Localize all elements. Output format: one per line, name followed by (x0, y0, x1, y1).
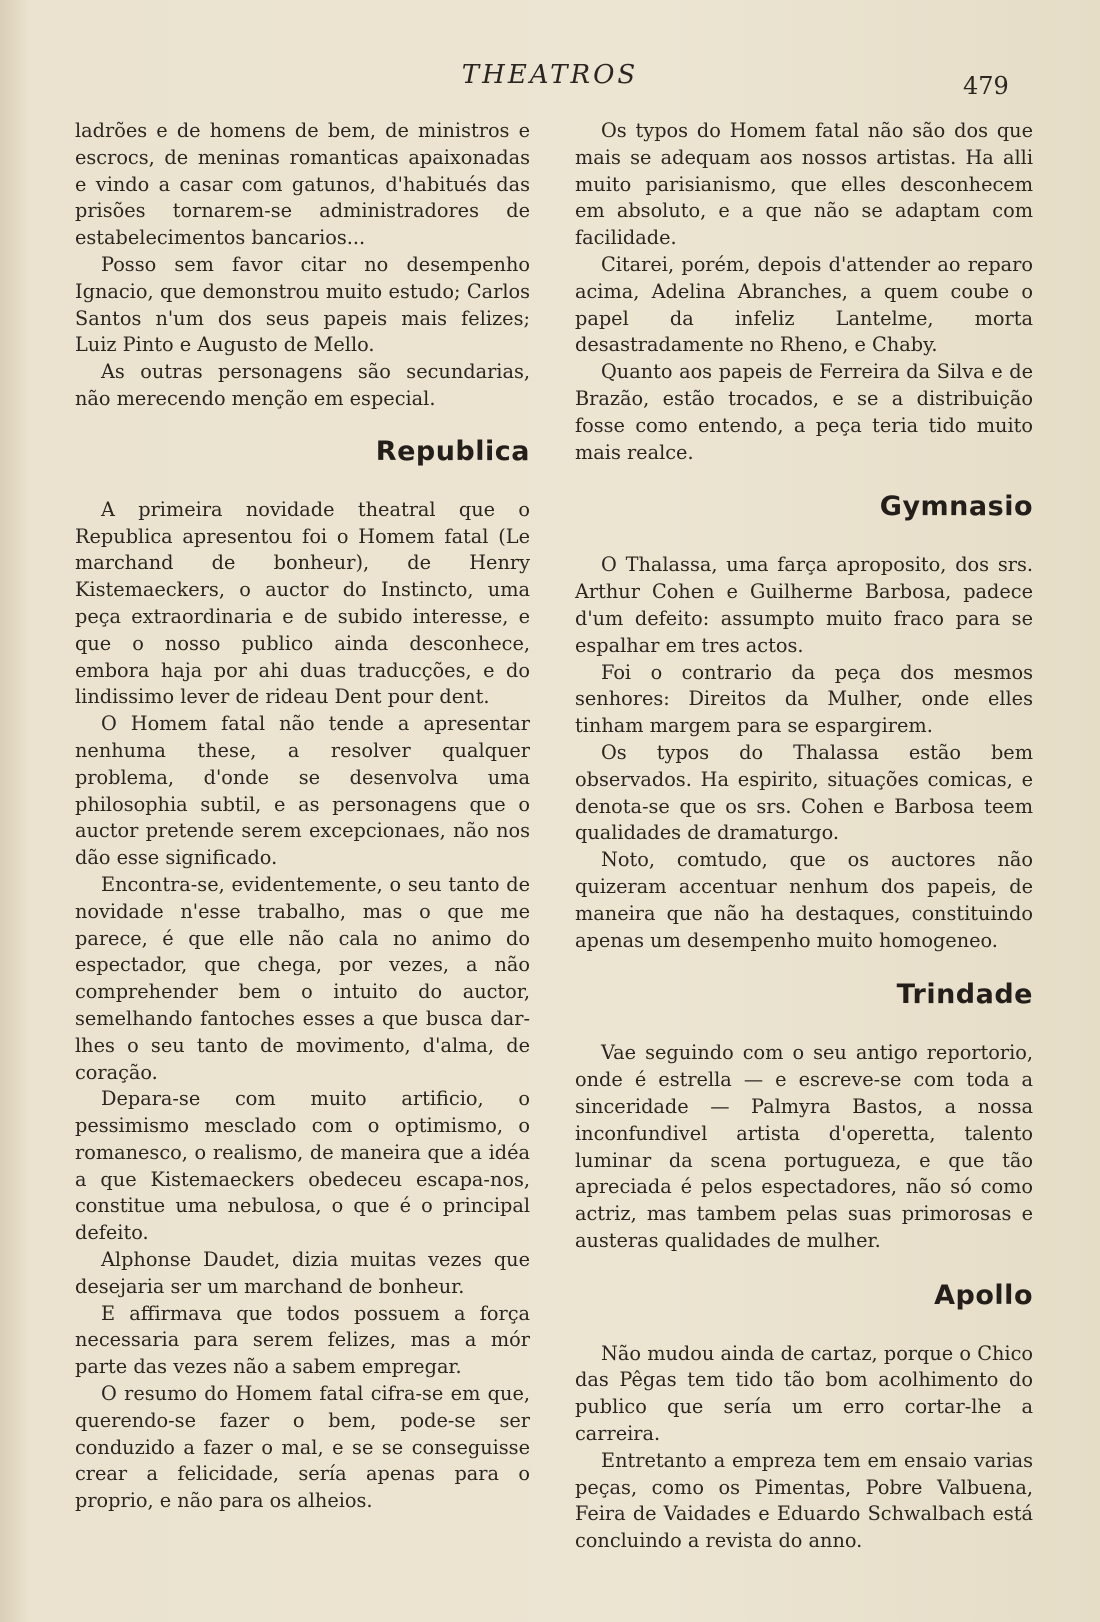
paragraph: Quanto aos papeis de Ferreira da Silva e de Brazão, estão trocados, e se a distribuição fosse como entendo, a peça teria tido muito mais realce. (575, 360, 1033, 464)
paragraph: O Thalassa, uma farça aproposito, dos srs. Arthur Cohen e Guilherme Barbosa, padece d'um defeito: assumpto muito fraco para se espalhar em tres actos. (575, 553, 1033, 657)
paragraph: Posso sem favor citar no desempenho Ignacio, que demonstrou muito estudo; Carlos Santos n'um dos seus papeis mais felizes; Luiz Pinto e Augusto de Mello. (75, 252, 530, 357)
paragraph: Os typos do Homem fatal não são dos que mais se adequam aos nossos artistas. Ha alli muito parisianismo, que elles desconhecem em absoluto, e a que não se adaptam com facilidade. (575, 119, 1033, 250)
paragraph: A primeira novidade theatral que o Republica apresentou foi o Homem fatal (Le marchand de bonheur), de Henry Kistemaeckers, o auctor do Instincto, uma peça extraordinaria e de subido interesse, e que o nosso publico ainda desconhece, embora haja por ahi duas traducções, e do lindissimo lever de rideau Dent pour dent. (75, 497, 530, 709)
paragraph: Alphonse Daudet, dizia muitas vezes que desejaria ser um marchand de bonheur. (75, 1248, 530, 1298)
section-heading-republica: Republica (375, 435, 530, 467)
paragraph: O Homem fatal não tende a apresentar nenhuma these, a resolver qualquer problema, d'onde se desenvolva uma philosophia subtil, e as personagens que o auctor pretende serem excepcionaes, não nos dão esse significado. (75, 712, 530, 870)
paragraph: Encontra-se, evidentemente, o seu tanto de novidade n'esse trabalho, mas o que me parece, é que elle não cala no animo do espectador, que chega, por vezes, a não comprehender bem o intuito do auctor, semelhando fantoches esses a que busca dar-lhes o seu tanto de movimento, d'alma, de coração. (75, 872, 530, 1084)
paragraph: Foi o contrario da peça dos mesmos senhores: Direitos da Mulher, onde elles tinham margem para se espargirem. (575, 660, 1033, 738)
paragraph: ladrões e de homens de bem, de ministros e escrocs, de meninas romanticas apaixonadas e vindo a casar com gatunos, d'habitués das prisões tornarem-se administradores de estabelecimentos bancarios... (75, 119, 530, 250)
paragraph: Não mudou ainda de cartaz, porque o Chico das Pêgas tem tido tão bom acolhimento do publico que sería um erro cortar-lhe a carreira. (575, 1341, 1033, 1446)
paragraph: O resumo do Homem fatal cifra-se em que, querendo-se fazer o bem, pode-se ser conduzido a fazer o mal, e se se conseguisse crear a felicidade, sería apenas para o proprio, e não para os alheios. (75, 1382, 530, 1513)
section-heading-trindade: Trindade (896, 979, 1033, 1011)
paragraph: Entretanto a empreza tem em ensaio varias peças, como os Pimentas, Pobre Valbuena, Feira de Vaidades e Eduardo Schwalbach está concluindo a revista do anno. (575, 1448, 1033, 1553)
paragraph: As outras personagens são secundarias, não merecendo menção em especial. (75, 360, 530, 410)
paragraph: Citarei, porém, depois d'attender ao reparo acima, Adelina Abranches, a quem coube o papel da infeliz Lantelme, morta desastradamente no Rheno, e Chaby. (575, 252, 1033, 357)
paragraph: Os typos do Thalassa estão bem observados. Ha espirito, situações comicas, e denota-se que os srs. Cohen e Barbosa teem qualidades de dramaturgo. (575, 740, 1033, 845)
paragraph: Noto, comtudo, que os auctores não quizeram accentuar nenhum dos papeis, de maneira que não ha destaques, constituindo apenas um desempenho muito homogeneo. (575, 848, 1033, 952)
paragraph: Depara-se com muito artificio, o pessimismo mesclado com o optimismo, o romanesco, o realismo, de maneira que a idéa a que Kistemaeckers obedeceu escapa-nos, constitue uma nebulosa, o que é o principal defeito. (75, 1087, 530, 1245)
section-heading-apollo: Apollo (934, 1279, 1033, 1311)
paragraph: E affirmava que todos possuem a força necessaria para serem felizes, mas a mór parte das vezes não a sabem empregar. (75, 1301, 530, 1379)
right-column (575, 118, 1033, 1555)
left-column (75, 118, 530, 1515)
running-header-title: THEATROS (461, 60, 639, 90)
section-heading-gymnasio: Gymnasio (879, 491, 1033, 523)
page-number: 479 (963, 72, 1009, 100)
paragraph: Vae seguindo com o seu antigo reportorio, onde é estrella — e escreve-se com toda a sinceridade — Palmyra Bastos, a nossa inconfundivel artista d'operetta, talento luminar da scena portugueza, e que tão apreciada é pelos espectadores, não só como actriz, mas tambem pelas suas primorosas e austeras qualidades de mulher. (575, 1041, 1033, 1252)
